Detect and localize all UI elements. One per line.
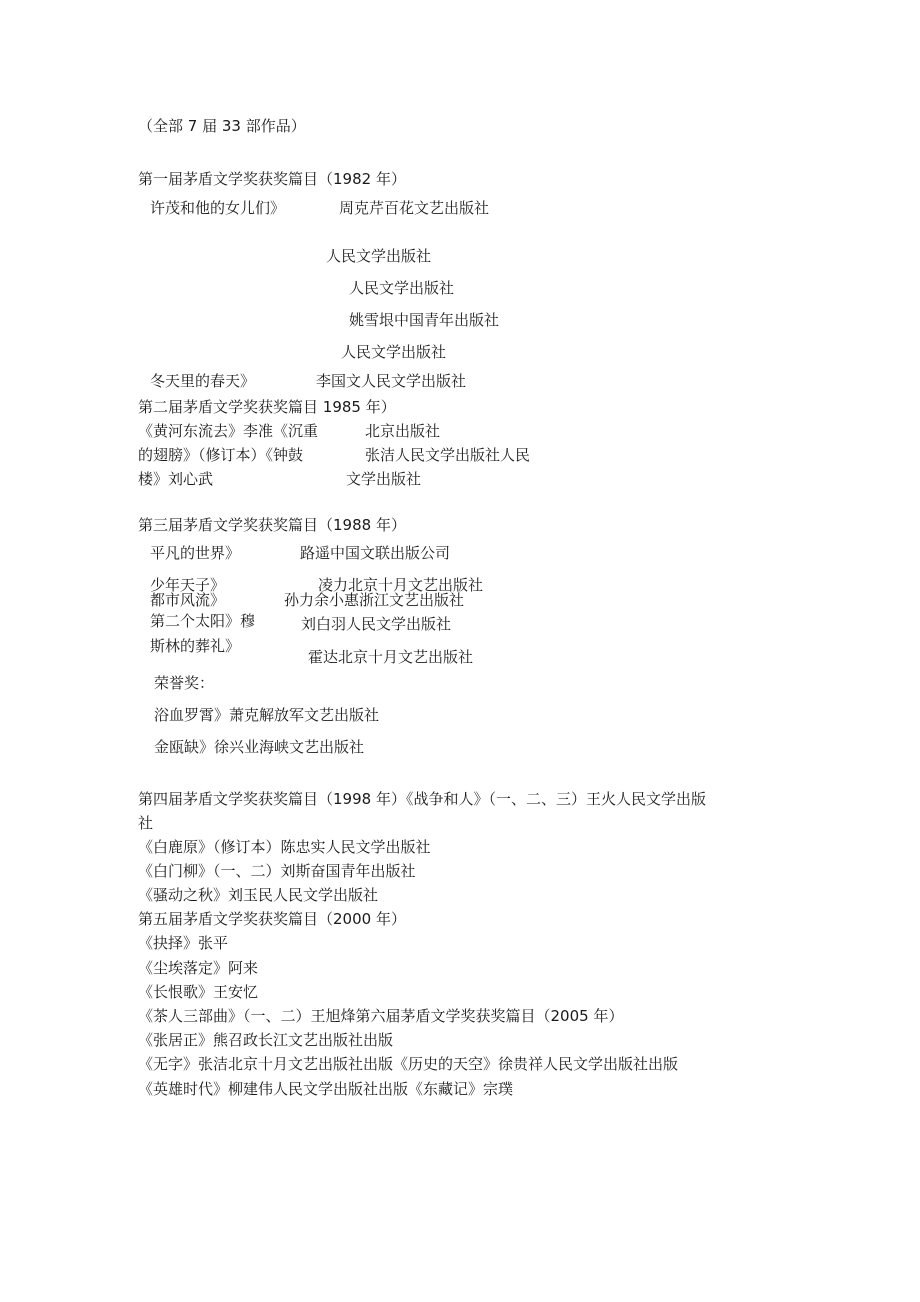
section-5-line-3: 《长恨歌》王安忆 (138, 983, 259, 1001)
section-4-heading: 第四届茅盾文学奖获奖篇目（1998 年）《战争和人》（一、二、三）王火人民文学出版 (138, 790, 706, 808)
section-3-title-4: 第二个太阳》穆 (150, 612, 256, 630)
section-3-title-1: 平凡的世界》 (150, 544, 241, 562)
section-5-line-1: 《抉择》张平 (138, 934, 229, 952)
section-4-line-1: 《白鹿原》（修订本）陈忠实人民文学出版社 (138, 838, 431, 856)
section-3-title-2: 少年天子》 (150, 576, 226, 594)
section-4-line-2: 《白门柳》（一、二）刘斯奋国青年出版社 (138, 862, 416, 880)
section-1-publisher-5: 人民文学出版社 (341, 343, 447, 361)
section-3-author-publisher-3: 孙力余小惠浙江文艺出版社 (284, 591, 465, 609)
section-6-line-2: 《无字》张洁北京十月文艺出版社出版《历史的天空》徐贵祥人民文学出版社出版 (138, 1055, 679, 1073)
section-1-title-1: 许茂和他的女儿们》 (150, 199, 286, 217)
section-2-row-1-right: 北京出版社 (365, 422, 441, 440)
section-1-author-publisher-4: 姚雪垠中国青年出版社 (349, 311, 500, 329)
section-1-publisher-2: 人民文学出版社 (326, 247, 432, 265)
section-2-heading: 第二届茅盾文学奖获奖篇目 1985 年） (138, 398, 396, 416)
section-2-row-2-right: 张洁人民文学出版社人民 (365, 446, 531, 464)
section-2-row-3-right: 文学出版社 (346, 470, 422, 488)
section-3-author-publisher-4: 刘白羽人民文学出版社 (301, 615, 452, 633)
section-2-row-2-left: 的翅膀》（修订本）《钟鼓 (138, 446, 304, 464)
section-3-title-5: 斯林的葬礼》 (150, 637, 241, 655)
section-1-heading: 第一届茅盾文学奖获奖篇目（1982 年） (138, 170, 406, 188)
section-4-line-3: 《骚动之秋》刘玉民人民文学出版社 (138, 886, 379, 904)
section-2-row-1-left: 《黄河东流去》李准《沉重 (138, 422, 319, 440)
section-3-author-publisher-1: 路遥中国文联出版公司 (300, 544, 451, 562)
section-5-line-2: 《尘埃落定》阿来 (138, 959, 259, 977)
section-3-heading: 第三届茅盾文学奖获奖篇目（1988 年） (138, 516, 406, 534)
works-summary: （全部 7 届 33 部作品） (138, 117, 306, 135)
section-3-author-publisher-5: 霍达北京十月文艺出版社 (308, 648, 474, 666)
section-3-honor-2: 金瓯缺》徐兴业海峡文艺出版社 (154, 738, 365, 756)
section-4-heading-wrap: 社 (138, 814, 154, 832)
section-6-line-1: 《张居正》熊召政长江文艺出版社出版 (138, 1031, 394, 1049)
section-3-honor-label: 荣誉奖： (154, 674, 215, 692)
section-2-row-3-left: 楼》刘心武 (138, 470, 214, 488)
section-5-line-4: 《茶人三部曲》（一、二）王旭烽第六届茅盾文学奖获奖篇目（2005 年） (138, 1007, 624, 1025)
section-6-line-3: 《英雄时代》柳建伟人民文学出版社出版《东藏记》宗璞 (138, 1080, 514, 1098)
section-5-heading: 第五届茅盾文学奖获奖篇目（2000 年） (138, 910, 406, 928)
section-1-title-6: 冬天里的春天》 (150, 372, 256, 390)
section-3-honor-1: 浴血罗霄》萧克解放军文艺出版社 (154, 706, 380, 724)
section-1-author-publisher-1: 周克芹百花文艺出版社 (339, 199, 490, 217)
section-1-author-publisher-6: 李国文人民文学出版社 (316, 372, 467, 390)
section-3-author-publisher-2: 凌力北京十月文艺出版社 (318, 576, 484, 594)
section-1-publisher-3: 人民文学出版社 (349, 279, 455, 297)
section-3-title-3: 都市风流》 (150, 591, 226, 609)
